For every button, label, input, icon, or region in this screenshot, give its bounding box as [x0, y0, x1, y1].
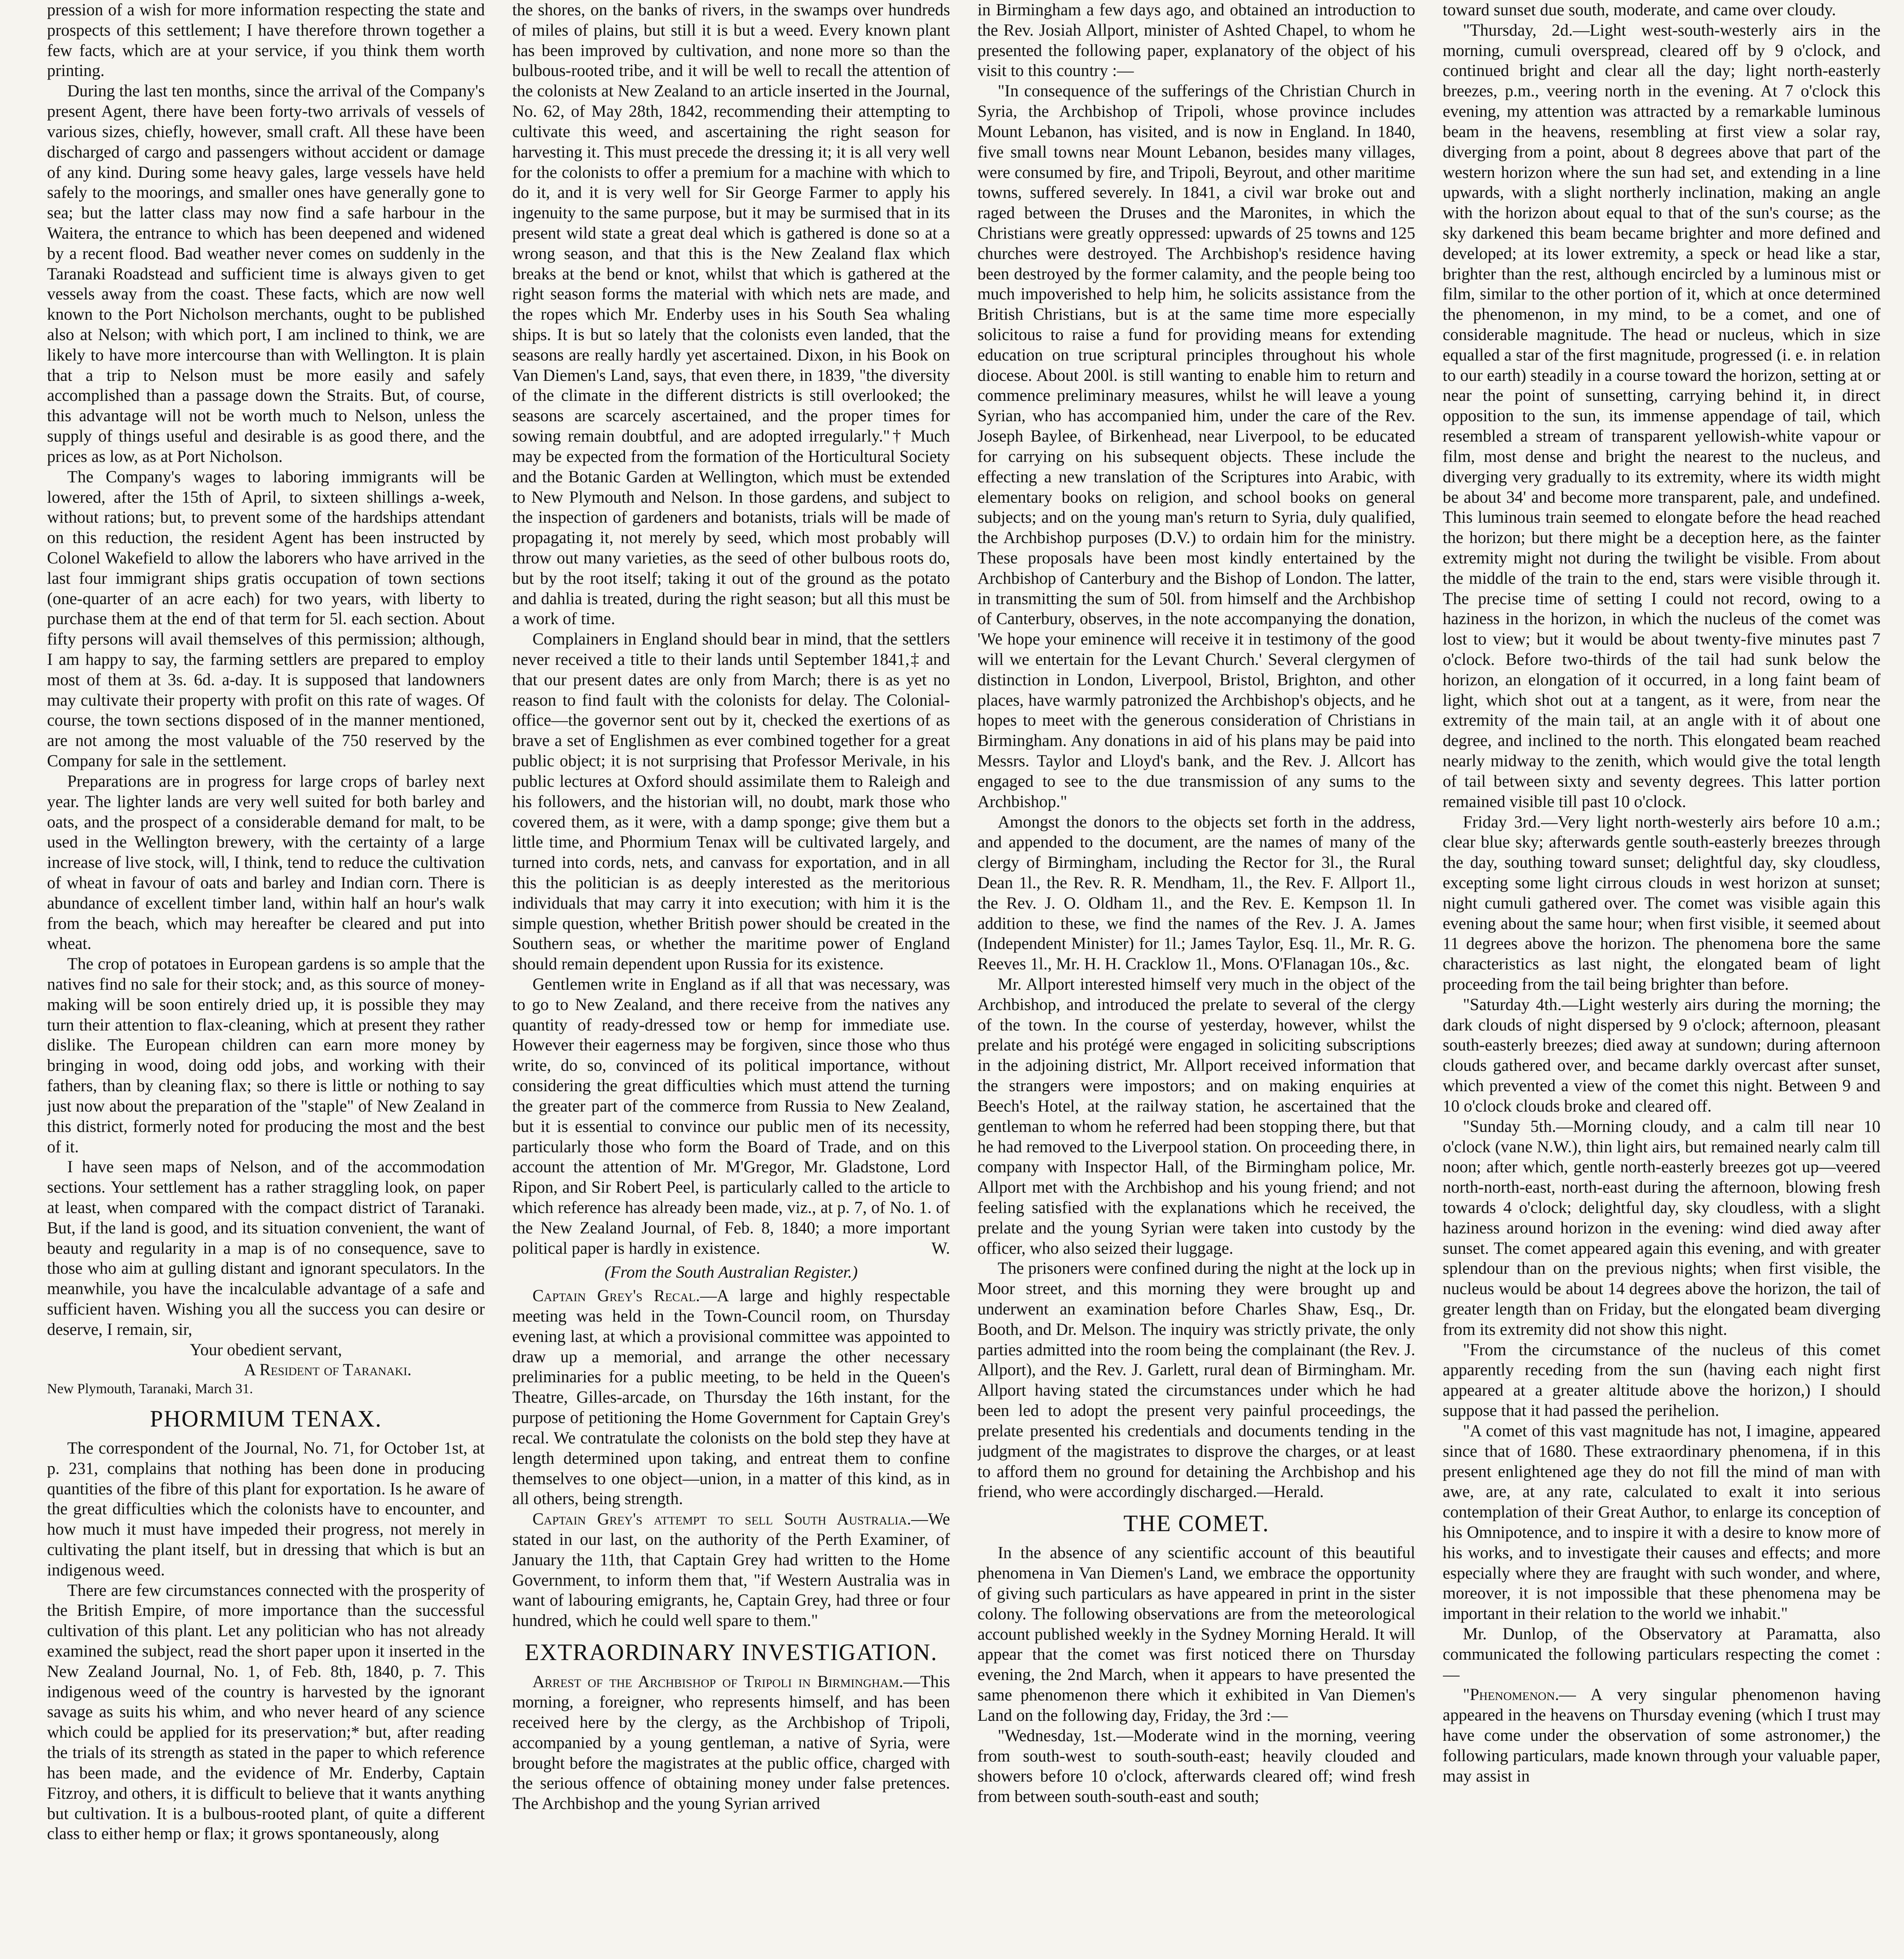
letter-dateline: New Plymouth, Taranaki, March 31. [47, 1381, 253, 1397]
run-in-heading: "Phenomenon. [1463, 1686, 1559, 1704]
letter-signature: A Resident of Taranaki. [244, 1361, 412, 1380]
paragraph: the shores, on the banks of rivers, in the swamps over hundreds of miles of plains, but still it is but a weed. Every known plant has been improved by cultivation, and none more so than the bulbous-rooted tribe, and it will be well to recall the attention of the colonists at New Zealand to an article inserted in the Journal, No. 62, of May 28th, 1842, recommending their attempting to cultivate this weed, and ascertaining the right season for harvesting it. This must precede the dressing it; it is all very well for the colonists to offer a premium for a machine with which to do it, and it is very well for Sir George Farmer to apply his ingenuity to the same purpose, but it may be surmised that in its present wild state a great deal which is gathered is done so at a wrong season, and that this is the New Zealand flax which breaks at the bend or knot, whilst that which is gathered at the right season forms the material with which nets are made, and the ropes which Mr. Enderby uses in his South Sea whaling ships. It is but so lately that the colonists even landed, that the seasons are really hardly yet ascertained. Dixon, in his Book on Van Diemen's Land, says, that even there, in 1839, "the diversity of the climate in the different districts is still overlooked; the seasons are scarcely ascertained, and the proper times for sowing remain doubtful, and are adopted irregularly."† Much may be expected from the formation of the Horticultural Society and the Botanic Garden at Wellington, which must be extended to New Plymouth and Nelson. In those gardens, and subject to the inspection of gardeners and botanists, trials will be made of propagating it, not merely by seed, which most probably will throw out many varieties, as the seed of other bulbous roots do, but by the root itself; taking it out of the ground as the potato and dahlia is treated, during the right season; but all this must be a work of time. [512, 1, 950, 628]
paragraph: Preparations are in progress for large crops of barley next year. The lighter lands are very well suited for both barley and oats, and the prospect of a considerable demand for malt, to be used in the Wellington brewery, with the certainty of a large increase of live stock, will, I think, tend to reduce the cultivation of wheat in favour of oats and barley and Indian corn. There is abundance of excellent timber land, within half an hour's walk from the beach, which may hereafter be cleared and put into wheat. [47, 772, 485, 953]
column-4 [1443, 0, 1881, 1959]
column-3 [977, 0, 1415, 1959]
article-signature: W. [931, 1239, 950, 1258]
paragraph [512, 1286, 950, 1509]
paragraph-text: —We stated in our last, on the authority of the Perth Examiner, of January the 11th, that Captain Grey had written to the Home Government, to inform them that, "if Western Australia was in want of labouring emigrants, he, Captain Grey, had three or four hundred, which he could well spare to them." [512, 1510, 950, 1630]
paragraph: Complainers in England should bear in mind, that the settlers never received a title to their lands until September 1841,‡ and that our present dates are only from March; there is as yet no reason to find fault with the colonists for delay. The Colonial-office—the governor sent out by it, checked the exertions of as brave a set of Englishmen as ever combined together for a great public object; it is not surprising that Professor Merivale, in his public lectures at Oxford should assimilate them to Raleigh and his followers, and the historian will, no doubt, mark those who covered them, as it were, with a damp sponge; give them but a little time, and Phormium Tenax will be cultivated largely, and turned into cords, nets, and canvass for exportation, and in all this the politician is as deeply interested as the meritorious individuals that may carry it into execution; with him it is the simple question, whether British power should be created in the Southern seas, or whether the maritime power of England should remain dependent upon Russia for its existence. [512, 630, 950, 974]
paragraph [512, 1509, 950, 1631]
paragraph [512, 974, 950, 1258]
paragraph: During the last ten months, since the arrival of the Company's present Agent, there have been forty-two arrivals of vessels of various sizes, chiefly, however, small craft. All these have been discharged of cargo and passengers without accident or damage of any kind. During some heavy gales, large vessels have held safely to the moorings, and smaller ones have generally gone to sea; but the latter class may now find a safe harbour in the Waitera, the entrance to which has been deepened and widened by a recent flood. Bad weather never comes on suddenly in the Taranaki Roadstead and sufficient time is always given to get vessels away from the coast. These facts, which are now well known to the Port Nicholson merchants, ought to be published also at Nelson; with which port, I am inclined to think, we are likely to have more intercourse than with Wellington. It is plain that a trip to Nelson must be more easily and safely accomplished than a passage down the Straits. But, of course, this advantage will not be worth much to Nelson, unless the supply of things useful and desirable is as good there, and the prices as low, as at Port Nicholson. [47, 82, 485, 466]
paragraph: I have seen maps of Nelson, and of the accommodation sections. Your settlement has a rather straggling look, on paper at least, when compared with the compact district of Taranaki. But, if the land is good, and its situation convenient, the want of beauty and regularity in a map is of no consequence, save to those who aim at gulling distant and ignorant speculators. In the meanwhile, you have the incalculable advantage of a safe and sufficient haven. Wishing you all the success you can desire or deserve, I remain, sir, [47, 1158, 485, 1339]
paragraph: The crop of potatoes in European gardens is so ample that the natives find no sale for their stock; and, as this source of money-making will be soon entirely dried up, it is possible they may turn their attention to flax-cleaning, which at present they rather dislike. The European children can earn more money by bringing in wood, doing odd jobs, and working with their fathers, than by cleaning flax; so there is little or nothing to say just now about the preparation of the "staple" of New Zealand in this district, formerly noted for producing the most and the best of it. [47, 955, 485, 1156]
paragraph: "A comet of this vast magnitude has not, I imagine, appeared since that of 1680. These extraordinary phenomena, if in this present enlightened age they do not fill the mind of man with awe, are, at any rate, calculated to exalt it into serious contemplation of their Great Author, to enlarge its conception of his Omnipotence, and to inspire it with a desire to know more of his works, and to investigate their causes and effects; and more especially where they are fraught with such wonder, and where, moreover, it is not impossible that these phenomena may be important in their relation to the world we inhabit." [1442, 1421, 1880, 1623]
paragraph: "In consequence of the sufferings of the Christian Church in Syria, the Archbishop of Tripoli, whose province includes Mount Lebanon, has visited, and is now in England. In 1840, five small towns near Mount Lebanon, besides many villages, were consumed by fire, and Tripoli, Beyrout, and other maritime towns, suffered severely. In 1841, a civil war broke out and raged between the Druses and the Maronites, in which the Christians were greatly oppressed: upwards of 25 towns and 125 churches were destroyed. The Archbishop's residence having been destroyed by the former calamity, and the people being too much impoverished to help him, he solicits assistance from the British Christians, but is at the same time more especially solicitous to raise a fund for providing means for extending education on true scriptural principles throughout his whole diocese. About 200l. is still wanting to enable him to return and commence preliminary measures, whilst he will leave a young Syrian, who has accompanied him, under the care of the Rev. Joseph Baylee, of Birkenhead, near Liverpool, to be educated for carrying on his subsequent objects. These include the effecting a new translation of the Scriptures into Arabic, with elementary books on religion, and school books on general subjects; and on the young man's return to Syria, duly qualified, the Archbishop purposes (D.V.) to ordain him for the ministry. These proposals have been most kindly entertained by the Archbishop of Canterbury and the Bishop of London. The latter, in transmitting the sum of 50l. from himself and the Archbishop of Canterbury, observes, in the note accompanying the donation, 'We hope your eminence will receive it in testimony of the good will we entertain for the Levant Church.' Several clergymen of distinction in London, Liverpool, Bristol, Brighton, and other places, have warmly patronized the Archbishop's objects, and he hopes to meet with the generous consideration of Christians in Birmingham. Any donations in aid of his plans may be paid into Messrs. Taylor and Lloyd's bank, and the Rev. J. Allcort has engaged to see to the due transmission of any sums to the Archbishop." [977, 82, 1415, 811]
paragraph: in Birmingham a few days ago, and obtained an introduction to the Rev. Josiah Allport, minister of Ashted Chapel, to whom he presented the following paper, explanatory of the object of his visit to this country :— [977, 1, 1415, 80]
column-2 [512, 0, 950, 1959]
source-credit: (From the South Australian Register.) [605, 1263, 858, 1282]
paragraph-text: Gentlemen write in England as if all that was necessary, was to go to New Zealand, and there receive from the natives any quantity of ready-dressed tow or hemp for immediate use. However their eagerness may be forgiven, since those who thus write, do so, convinced of its political importance, without considering the great difficulties which must attend the turning the greater part of the commerce from Russia to New Zealand, but it is essential to convince our public men of its necessity, particularly those who form the Board of Trade, and on this account the attention of Mr. M'Gregor, Mr. Gladstone, Lord Ripon, and Sir Robert Peel, is particularly called to the article to which reference has already been made, viz., at p. 7, of No. 1. of the New Zealand Journal, of Feb. 8, 1840; a more important political paper is hardly in existence. [512, 975, 950, 1258]
paragraph [1443, 1685, 1881, 1786]
paragraph: pression of a wish for more information respecting the state and prospects of this settlement; I have therefore thrown together a few facts, which are at your service, if you think them worth printing. [47, 1, 485, 80]
run-in-heading: Arrest of the Archbishop of Tripoli in Birmingham. [532, 1673, 903, 1691]
paragraph: "Thursday, 2d.—Light west-south-westerly airs in the morning, cumuli overspread, cleared off by 9 o'clock, and continued bright and clear all the day; light north-easterly breezes, p.m., veering north in the evening. At 7 o'clock this evening, my attention was attracted by a remarkable luminous beam in the heavens, resembling at first view a solar ray, diverging from a point, about 8 degrees above that part of the western horizon where the sun had set, and extending in a line upwards, with a slight northerly inclination, making an angle with the horizon about equal to that of the sun's course; as the sky darkened this beam became brighter and more defined and developed; at its lower extremity, a speck or head like a star, brighter than the rest, although encircled by a luminous mist or film, similar to the other portion of it, which at once determined the phenomenon, in my mind, to be a comet, and one of considerable magnitude. The head or nucleus, which in size equalled a star of the first magnitude, progressed (i. e. in relation to our earth) steadily in a course toward the horizon, setting at or near the point of sunsetting, carrying behind it, in direct opposition to the sun, its immense appendage of tail, which resembled a stream of transparent yellowish-white vapour or film, most dense and bright the nearest to the nucleus, and diverging very gradually to its extremity, where its width might be about 34' and become more transparent, pale, and undefined. This luminous train seemed to elongate before the head reached the horizon; but there might be a deception here, as the fainter extremity might not during the twilight be visible. From about the middle of the train to the end, stars were visible through it. The precise time of setting I could not record, owing to a haziness in the horizon, in which the nucleus of the comet was lost to view; but it would be about twenty-five minutes past 7 o'clock. Before two-thirds of the tail had sunk below the horizon, an elongation of it occurred, in a long faint beam of light, which shot out at a tangent, as it were, from near the extremity of the main tail, at an angle with it of about one degree, and inclined to the north. This elongated beam reached nearly midway to the zenith, which would give the total length of tail between sixty and seventy degrees. This latter portion remained visible till past 10 o'clock. [1442, 21, 1880, 811]
paragraph: "Wednesday, 1st.—Moderate wind in the morning, veering from south-west to south-south-east; heavily clouded and showers before 10 o'clock, afterwards cleared off; wind fresh from between south-south-east and south; [977, 1726, 1415, 1806]
section-heading-phormium: PHORMIUM TENAX. [150, 1405, 382, 1432]
paragraph: "From the circumstance of the nucleus of this comet apparently receding from the sun (having each night first appeared at a greater altitude above the horizon,) I should suppose that it had passed the perihelion. [1442, 1340, 1880, 1420]
paragraph: In the absence of any scientific account of this beautiful phenomena in Van Diemen's Land, we embrace the opportunity of giving such particulars as have appeared in print in the sister colony. The following observations are from the meteorological account published weekly in the Sydney Morning Herald. It will appear that the comet was first noticed there on Thursday evening, the 2nd March, when it appears to have presented the same phenomenon there which it exhibited in Van Diemen's Land on the following day, Friday, the 3rd :— [977, 1544, 1415, 1725]
paragraph: toward sunset due south, moderate, and came over cloudy. [1442, 1, 1836, 19]
paragraph: Mr. Allport interested himself very much in the object of the Archbishop, and introduced the prelate to several of the clergy of the town. In the course of yesterday, however, whilst the prelate and his protégé were engaged in soliciting subscriptions in the adjoining district, Mr. Allport received information that the strangers were impostors; and on making enquiries at Beech's Hotel, at the railway station, he ascertained that the gentleman to whom he referred had been stopping there, but that he had removed to the Liverpool station. On proceeding there, in company with Inspector Hall, of the Birmingham police, Mr. Allport met with the Archbishop and his young friend; and not feeling satisfied with the explanations which he received, the prelate and the young Syrian were taken into custody by the officer, who also seized their luggage. [977, 975, 1415, 1258]
paragraph: Amongst the donors to the objects set forth in the address, and appended to the document, are the names of many of the clergy of Birmingham, including the Rector for 3l., the Rural Dean 1l., the Rev. R. R. Mendham, 1l., the Rev. F. Allport 1l., the Rev. J. O. Oldham 1l., and the Rev. E. Kempson 1l. In addition to these, we find the names of the Rev. J. A. James (Independent Minister) for 1l.; James Taylor, Esq. 1l., Mr. R. G. Reeves 1l., Mr. H. H. Cracklow 1l., Mons. O'Flanagan 10s., &c. [977, 813, 1415, 974]
section-heading-investigation: EXTRAORDINARY INVESTIGATION. [525, 1639, 938, 1665]
paragraph: There are few circumstances connected with the prosperity of the British Empire, of more importance than the successful cultivation of this plant. Let any politician who has not already examined the subject, read the short paper upon it inserted in the New Zealand Journal, No. 1, of Feb. 8th, 1840, p. 7. This indigenous weed of the country is harvested by the ignorant savage as suits his whim, and who never heard of any science which could be applied for its preservation;* but, after reading the trials of its strength as stated in the paper to which reference has been made, and the evidence of Mr. Enderby, Captain Fitzroy, and others, it is difficult to believe that it wants anything but cultivation. It is a bulbous-rooted plant, of quite a different class to either hemp or flax; it grows spontaneously, along [47, 1581, 485, 1843]
paragraph: "Sunday 5th.—Morning cloudy, and a calm till near 10 o'clock (vane N.W.), thin light airs, but remained nearly calm till noon; after which, gentle north-easterly breezes got up—veered north-north-east, north-east during the afternoon, blowing fresh towards 4 o'clock; delightful day, sky cloudless, with a slight haziness around horizon in the evening: wind died away after sunset. The comet appeared again this evening, and with greater splendour than on the previous nights; when first visible, the nucleus would be about 14 degrees above the horizon, the tail of greater length than on Friday, but the elongated beam diverging from its extremity did not show this night. [1442, 1117, 1880, 1339]
paragraph: The correspondent of the Journal, No. 71, for October 1st, at p. 231, complains that nothing has been done in producing quantities of the fibre of this plant for exportation. Is he aware of the great difficulties which the colonists have to encounter, and how much it must have impeded their progress, not merely in cultivating the plant itself, but in dressing that which is but an indigenous weed. [47, 1439, 485, 1579]
run-in-heading: Captain Grey's attempt to sell South Australia. [532, 1510, 911, 1529]
paragraph: Friday 3rd.—Very light north-westerly airs before 10 a.m.; clear blue sky; afterwards gentle south-easterly breezes through the day, southing toward sunset; delightful day, sky cloudless, excepting some light cirrous clouds in west horizon at sunset; night cumuli gathered over. The comet was visible again this evening about the same hour; when first visible, it seemed about 11 degrees above the horizon. The phenomena bore the same characteristics as last night, the elongated beam of light proceeding from the tail being brighter than before. [1442, 813, 1880, 994]
paragraph: The prisoners were confined during the night at the lock up in Moor street, and this morning they were brought up and underwent an examination before Charles Shaw, Esq., Dr. Booth, and Dr. Melson. The inquiry was strictly private, the only parties admitted into the room being the complainant (the Rev. J. Allport), and the Rev. J. Garlett, rural dean of Birmingham. Mr. Allport having stated the circumstances under which he had been led to adopt the present very painful proceedings, the prelate presented his credentials and documents tending in the judgment of the magistrates to disprove the charges, or at least to afford them no ground for detaining the Archbishop and his friend, who were accordingly discharged.—Herald. [977, 1259, 1415, 1501]
run-in-heading: Captain Grey's Recal. [532, 1287, 700, 1305]
section-heading-comet: THE COMET. [1123, 1510, 1269, 1537]
column-1 [47, 0, 485, 1959]
paragraph [512, 1672, 950, 1814]
paragraph-text: —A large and highly respectable meeting was held in the Town-Council room, on Thursday evening last, at which a provisional committee was appointed to draw up a memorial, and arrange the other necessary preliminaries for a public meeting, to be held in the Queen's Theatre, Gilles-arcade, on Thursday the 16th instant, for the purpose of petitioning the Home Government for Captain Grey's recal. We contratulate the colonists on the bold step they have at length determined upon taking, and entreat them to confine themselves to one object—union, in a matter of this kind, as in all others, being strength. [512, 1287, 950, 1508]
paragraph: The Company's wages to laboring immigrants will be lowered, after the 15th of April, to sixteen shillings a-week, without rations; but, to prevent some of the hardships attendant on this reduction, the resident Agent has been instructed by Colonel Wakefield to allow the laborers who have arrived in the last four immigrant ships gratis occupation of town sections (one-quarter of an acre each) for two years, with liberty to purchase them at the end of that term for 5l. each section. About fifty persons will avail themselves of this permission; although, I am happy to say, the farming settlers are prepared to employ most of them at 3s. 6d. a-day. It is supposed that landowners may cultivate their property with profit on this rate of wages. Of course, the town sections disposed of in the manner mentioned, are not among the most valuable of the 750 reserved by the Company for sale in the settlement. [47, 467, 485, 771]
letter-closing: Your obedient servant, [190, 1340, 342, 1359]
paragraph-text: — A very singular phenomenon having appeared in the heavens on Thursday evening (which I trust may have come under the observation of some astronomer,) the following particulars, made known through your valuable paper, may assist in [1442, 1686, 1880, 1785]
paragraph: "Saturday 4th.—Light westerly airs during the morning; the dark clouds of night dispersed by 9 o'clock; afternoon, pleasant south-easterly breezes; died away at sundown; during afternoon clouds gathered over, and became darkly overcast after sunset, which prevented a view of the comet this night. Between 9 and 10 o'clock clouds broke and cleared off. [1442, 995, 1880, 1115]
paragraph-text: —This morning, a foreigner, who represents himself, and has been received here by the clergy, as the Archbishop of Tripoli, accompanied by a young gentleman, a native of Syria, were brought before the magistrates at the public office, charged with the serious offence of obtaining money under false pretences. The Archbishop and the young Syrian arrived [512, 1673, 950, 1813]
paragraph: Mr. Dunlop, of the Observatory at Paramatta, also communicated the following particulars respecting the comet :— [1442, 1625, 1880, 1684]
